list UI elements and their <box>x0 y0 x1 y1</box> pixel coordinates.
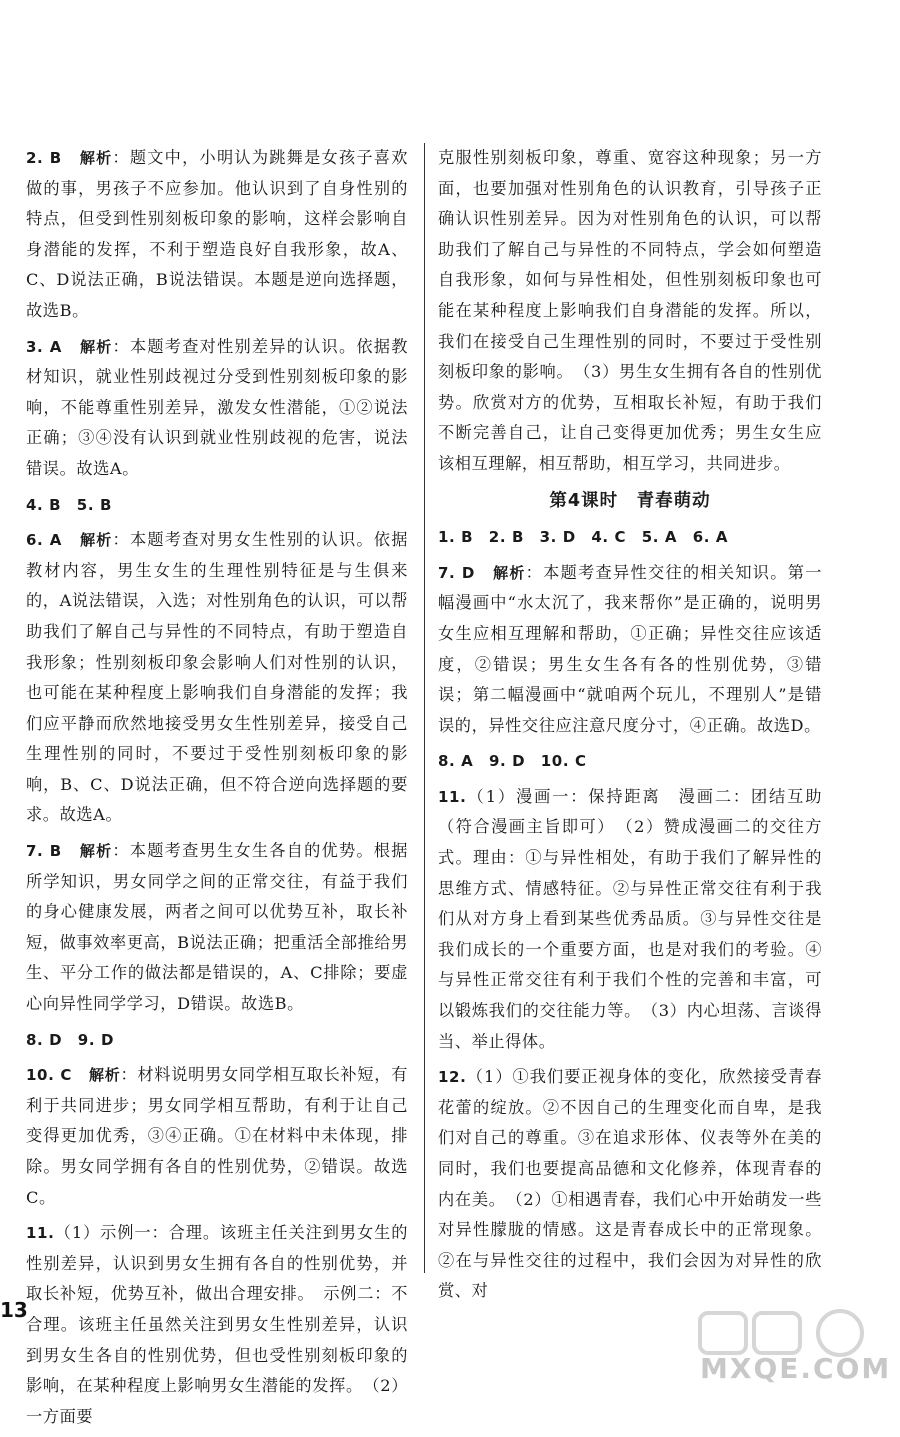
answer-item: 7. B 解析：本题考查男生女生各自的优势。根据所学知识，男女同学之间的正常交往，有益于我们的身心健康发展，两者之间可以优势互补，取长补短，做事效率更高，B说法正确；把重活全部推给男生、平分工作的做法都是错误的，A、C排除；要虚心向异性同学学习，D错误。故选B。 <box>26 841 409 1014</box>
faint-header-band <box>0 100 900 138</box>
right-column <box>438 143 822 1312</box>
answer-item: 7. D 解析：本题考查异性交往的相关知识。第一幅漫画中“水太沉了，我来帮你”是正确的，说明男女生应相互理解和帮助，①正确；异性交往应该适度，②错误；男生女生各有各的性别优势，③错误；第二幅漫画中“就咱两个玩儿，不理别人”是错误的，异性交往应注意尺度分寸，④正确。故选D。 <box>438 562 823 735</box>
answer-item: 3. A 解析：本题考查对性别差异的认识。依据教材知识，就业性别歧视过分受到性别刻板印象的影响，不能尊重性别差异，激发女性潜能，①②说法正确；③④没有认识到就业性别歧视的危害，说法错误。故选A。 <box>26 336 409 478</box>
section-heading: 第4课时 青春萌动 <box>549 490 711 511</box>
answer-item: 4. B 5. B <box>26 495 112 514</box>
answer-item: 11.（1）示例一：合理。该班主任关注到男女生的性别差异，认识到男女生拥有各自的性别优势，并取长补短，优势互补，做出合理安排。 示例二：不合理。该班主任虽然关注到男女生性别差异，认识到男女生各自的性别优势，但也受性别刻板印象的影响，在某种程度上影响男女生潜能的发挥。 （2）一方面要 <box>26 1223 408 1426</box>
column-divider <box>424 143 425 1273</box>
answer-item: 11.（1）漫画一：保持距离 漫画二：团结互助（符合漫画主旨即可） （2）赞成漫画二的交往方式。理由：①与异性相处，有助于我们了解异性的思维方式、情感特征。②与异性正常交往有利于我们从对方身上看到某些优秀品质。③与异性交往是我们成长的一个重要方面，也是对我们的考验。④与异性正常交往有利于我们个性的完善和丰富，可以锻炼我们的交往能力等。 （3）内心坦荡、言谈得当、举止得体。 <box>438 786 822 1051</box>
answer-item: 10. C 解析：材料说明男女同学相互取长补短，有利于共同进步；男女同学相互帮助，有利于让自己变得更加优秀，③④正确。①在材料中未体现，排除。男女同学拥有各自的性别优势，②错误。故选C。 <box>26 1065 408 1207</box>
continued-paragraph: 克服性别刻板印象，尊重、宽容这种现象；另一方面，也要加强对性别角色的认识教育，引导孩子正确认识性别差异。因为对性别角色的认识，可以帮助我们了解自己与异性的不同特点，学会如何塑造自我形象，如何与异性相处，但性别刻板印象也可能在某种程度上影响我们自身潜能的发挥。所以，我们在接受自己生理性别的同时，不要过于受性别刻板印象的影响。 （3）男生女生拥有各自的性别优势。欣赏对方的优势，互相取长补短，有助于我们不断完善自己，让自己变得更加优秀；男生女生应该相互理解，相互帮助，相互学习，共同进步。 <box>438 148 822 473</box>
answer-item: 6. A 解析：本题考查对男女生性别的认识。依据教材内容，男生女生的生理性别特征是与生俱来的，A说法错误，入选；对性别角色的认识，可以帮助我们了解自己与异性的不同特点，有助于塑造自我形象；性别刻板印象会影响人们对性别的认识，也可能在某种程度上影响我们自身潜能的发挥；我们应平静而欣然地接受男女生性别差异，接受自己生理性别的同时，不要过于受性别刻板印象的影响，B、C、D说法正确，但不符合逆向选择题的要求。故选A。 <box>26 530 409 825</box>
left-column <box>26 143 408 1437</box>
page-number: 13 <box>0 1298 28 1322</box>
answer-item: 8. A 9. D 10. C <box>438 752 587 771</box>
answer-item: 1. B 2. B 3. D 4. C 5. A 6. A <box>438 528 729 547</box>
answer-item: 12.（1）①我们要正视身体的变化，欣然接受青春花蕾的绽放。②不因自己的生理变化而自卑，是我们对自己的尊重。③在追求形体、仪表等外在美的同时，我们也要提高品德和文化修养，体现青春的内在美。 （2）①相遇青春，我们心中开始萌发一些对异性朦胧的情感。这是青春成长中的正常现象。②在与异性交往的过程中，我们会因为对异性的欣赏、对 <box>438 1067 822 1301</box>
answer-item: 2. B 解析：题文中，小明认为跳舞是女孩子喜欢做的事，男孩子不应参加。他认识到了自身性别的特点，但受到性别刻板印象的影响，这样会影响自身潜能的发挥，不利于塑造良好自我形象，故A、C、D说法正确，B说法错误。本题是逆向选择题，故选B。 <box>26 148 409 320</box>
watermark-text: MXQE.COM <box>700 1352 892 1385</box>
answer-item: 8. D 9. D <box>26 1030 115 1049</box>
